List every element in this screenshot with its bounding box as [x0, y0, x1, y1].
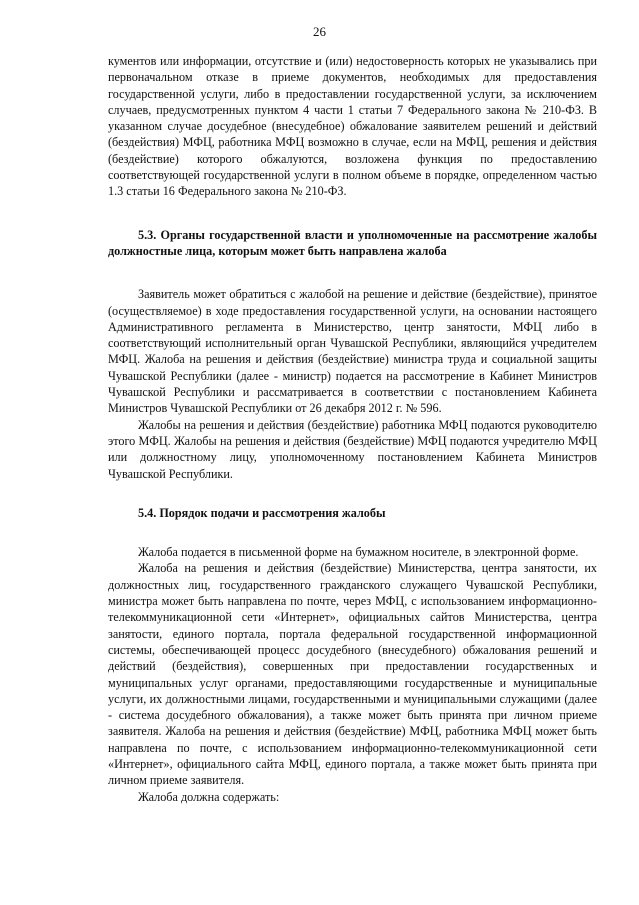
paragraph-5-3-1: Заявитель может обратиться с жалобой на решение и действие (бездействие), принятое (осуществляемое) в ходе предоставления государственной услуги, на основании настоящего Административного регламента в Министерство, центр занятости, МФЦ либо в соответствующий исполнительный орган Чувашской Республики, являющийся учредителем МФЦ. Жалоба на решения и действия (бездействие) министра труда и социальной защиты Чувашской Республики (далее - министр) подается на рассмотрение в Кабинет Министров Чувашской Республики и рассматривается в соответствии с постановлением Кабинета Министров Чувашской Республики от 26 декабря 2012 г. № 596. [108, 287, 597, 416]
spacer [108, 521, 597, 544]
section-heading-5-4: 5.4. Порядок подачи и рассмотрения жалобы [138, 505, 386, 520]
page-number: 26 [313, 24, 326, 39]
paragraph-5-4-1: Жалоба подается в письменной форме на бумажном носителе, в электронной форме. [138, 545, 579, 560]
document-body [108, 53, 597, 805]
paragraph-continuation: кументов или информации, отсутствие и (или) недостоверность которых не указывались при первоначальном отказе в приеме документов, необходимых для предоставления государственной услуги, либо в предоставлении государственной услуги, за исключением случаев, предусмотренных пунктом 4 части 1 статьи 7 Федерального закона № 210-ФЗ. В указанном случае досудебное (внесудебное) обжалование заявителем решений и действий (бездействия) МФЦ, работника МФЦ возможно в случае, если на МФЦ, решения и действия (бездействие) которого обжалуются, возложена функция по предоставлению соответствующей государственной услуги в полном объеме в порядке, определенном частью 1.3 статьи 16 Федерального закона № 210-ФЗ. [108, 54, 597, 199]
spacer [108, 482, 597, 505]
spacer [108, 200, 597, 227]
section-heading-5-3: 5.3. Органы государственной власти и уполномоченные на рассмотрение жалобы должностные лица, которым может быть направлена жалоба [108, 227, 597, 258]
paragraph-5-4-2: Жалоба на решения и действия (бездействие) Министерства, центра занятости, их должностных лиц, государственного гражданского служащего Чувашской Республики, министра может быть направлена по почте, через МФЦ, с использованием информационно-телекоммуникационной сети «Интернет», официальных сайтов Министерства, центра занятости, единого портала, портала федеральной государственной информационной системы, обеспечивающей процесс досудебного (внесудебного) обжалования решений и действий (бездействия), совершенных при предоставлении государственных и муниципальных услуг органами, предоставляющими государственные и муниципальные услуги, их должностными лицами, государственными и муниципальными служащими (далее - система досудебного обжалования), а также может быть принята при личном приеме заявителя. Жалоба на решения и действия (бездействие) МФЦ, работника МФЦ может быть направлена по почте, с использованием информационно-телекоммуникационной сети «Интернет», официального сайта МФЦ, единого портала, а также может быть принята при личном приеме заявителя. [108, 561, 597, 788]
paragraph-5-4-3: Жалоба должна содержать: [138, 789, 280, 804]
spacer [108, 259, 597, 286]
paragraph-5-3-2: Жалобы на решения и действия (бездействие) работника МФЦ подаются руководителю этого МФЦ. Жалобы на решения и действия (бездействие) МФЦ подаются учредителю МФЦ или должностному лицу, уполномоченному постановлением Кабинета Министров Чувашской Республики. [108, 417, 597, 481]
